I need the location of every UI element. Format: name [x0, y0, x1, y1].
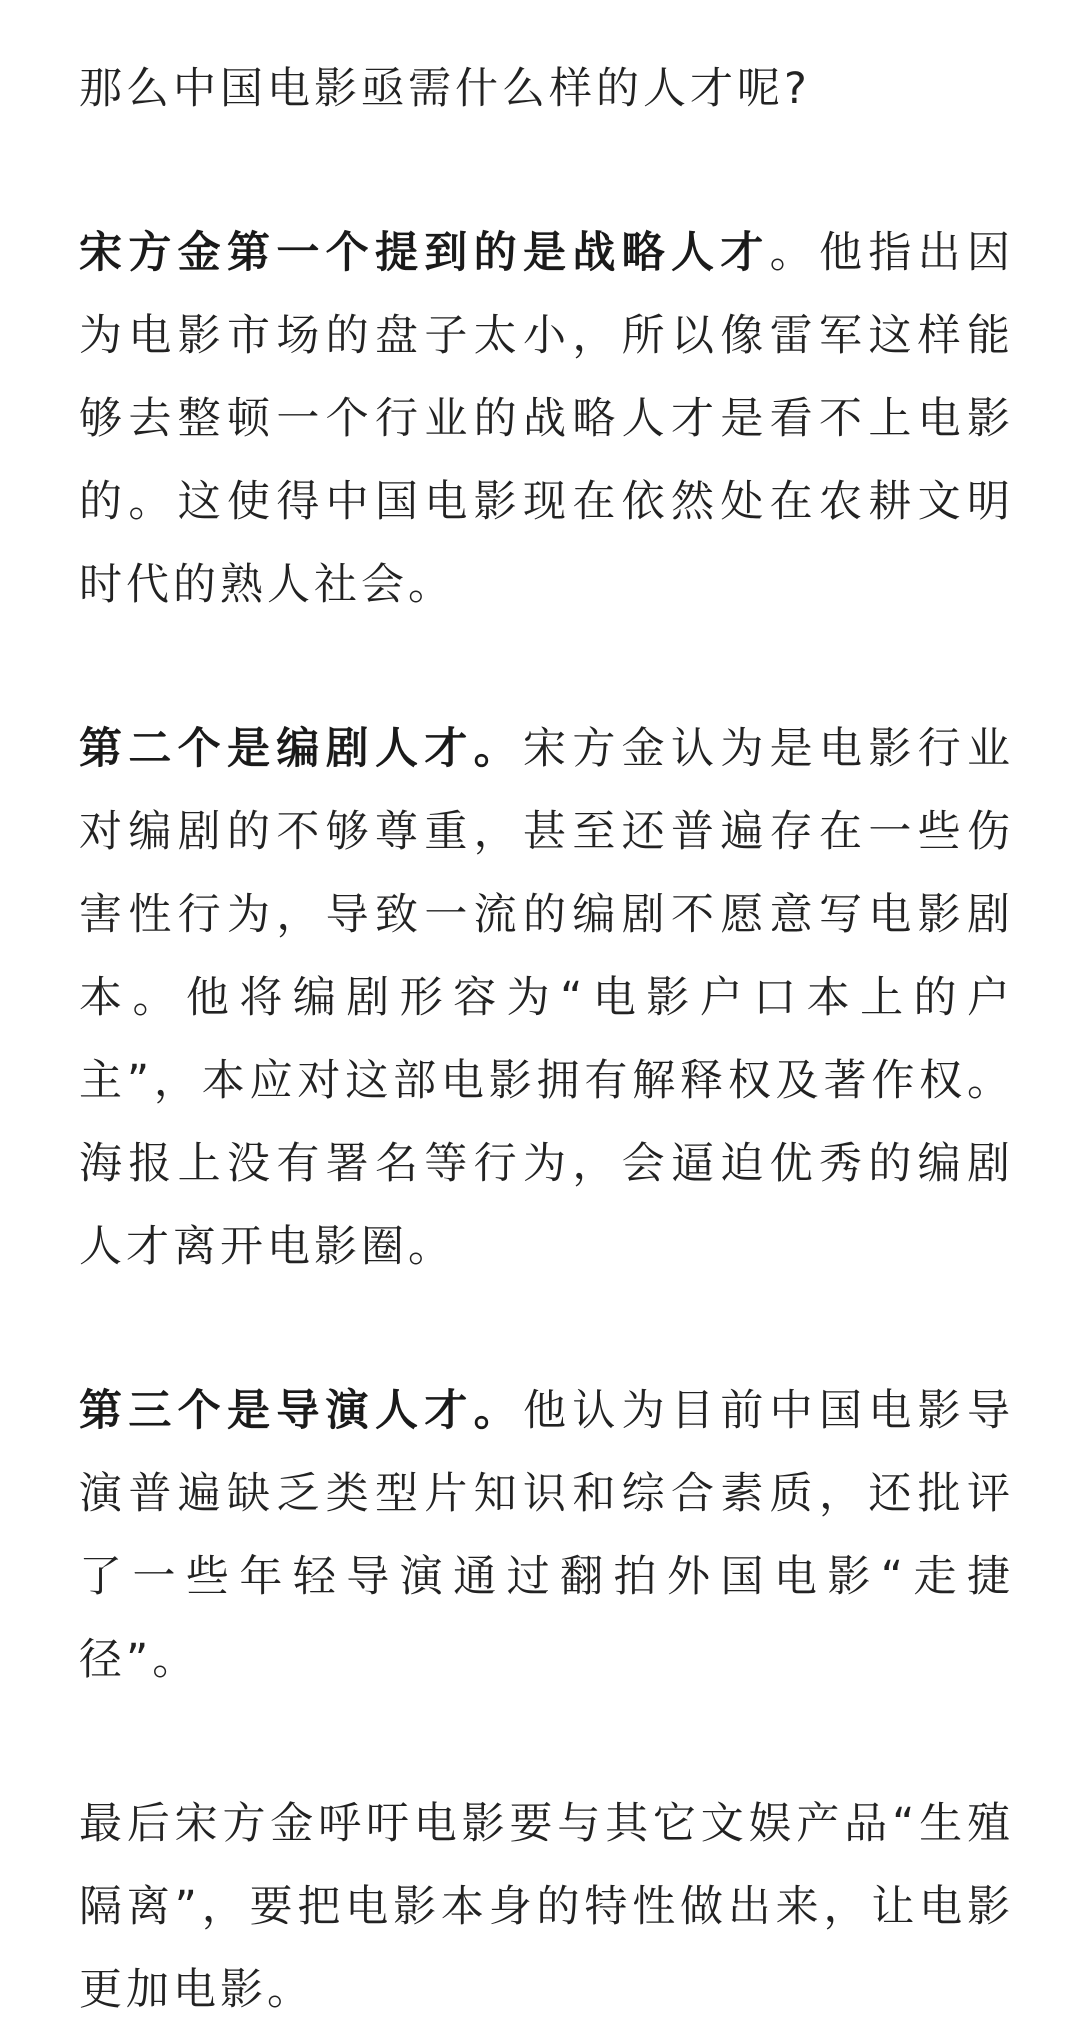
conclusion-paragraph	[79, 1783, 1014, 2032]
strategic-talent-heading: 宋方金第一个提到的是战略人才	[79, 228, 770, 278]
intro-paragraph	[79, 48, 1014, 131]
conclusion-text: 最后宋方金呼吁电影要与其它文娱产品“生殖隔离”，要把电影本身的特性做出来，让电影更加电影。	[79, 1799, 1014, 2015]
strategic-talent-text: 。他指出因为电影市场的盘子太小，所以像雷军这样能够去整顿一个行业的战略人才是看不上电影的。这使得中国电影现在依然处在农耕文明时代的熟人社会。	[79, 228, 1015, 610]
screenwriter-talent-heading: 第二个是编剧人才。	[79, 724, 523, 774]
director-talent-heading: 第三个是导演人才。	[79, 1386, 523, 1436]
screenwriter-talent-paragraph	[79, 708, 1014, 1289]
screenwriter-talent-text: 宋方金认为是电影行业对编剧的不够尊重，甚至还普遍存在一些伤害性行为，导致一流的编剧不愿意写电影剧本。他将编剧形容为“电影户口本上的户主”，本应对这部电影拥有解释权及著作权。海报上没有署名等行为，会逼迫优秀的编剧人才离开电影圈。	[79, 724, 1014, 1272]
article-body	[79, 48, 1014, 2032]
director-talent-paragraph	[79, 1370, 1014, 1702]
director-talent-text: 他认为目前中国电影导演普遍缺乏类型片知识和综合素质，还批评了一些年轻导演通过翻拍外国电影“走捷径”。	[79, 1386, 1014, 1685]
strategic-talent-paragraph	[79, 212, 1014, 627]
intro-text: 那么中国电影亟需什么样的人才呢?	[79, 64, 811, 114]
